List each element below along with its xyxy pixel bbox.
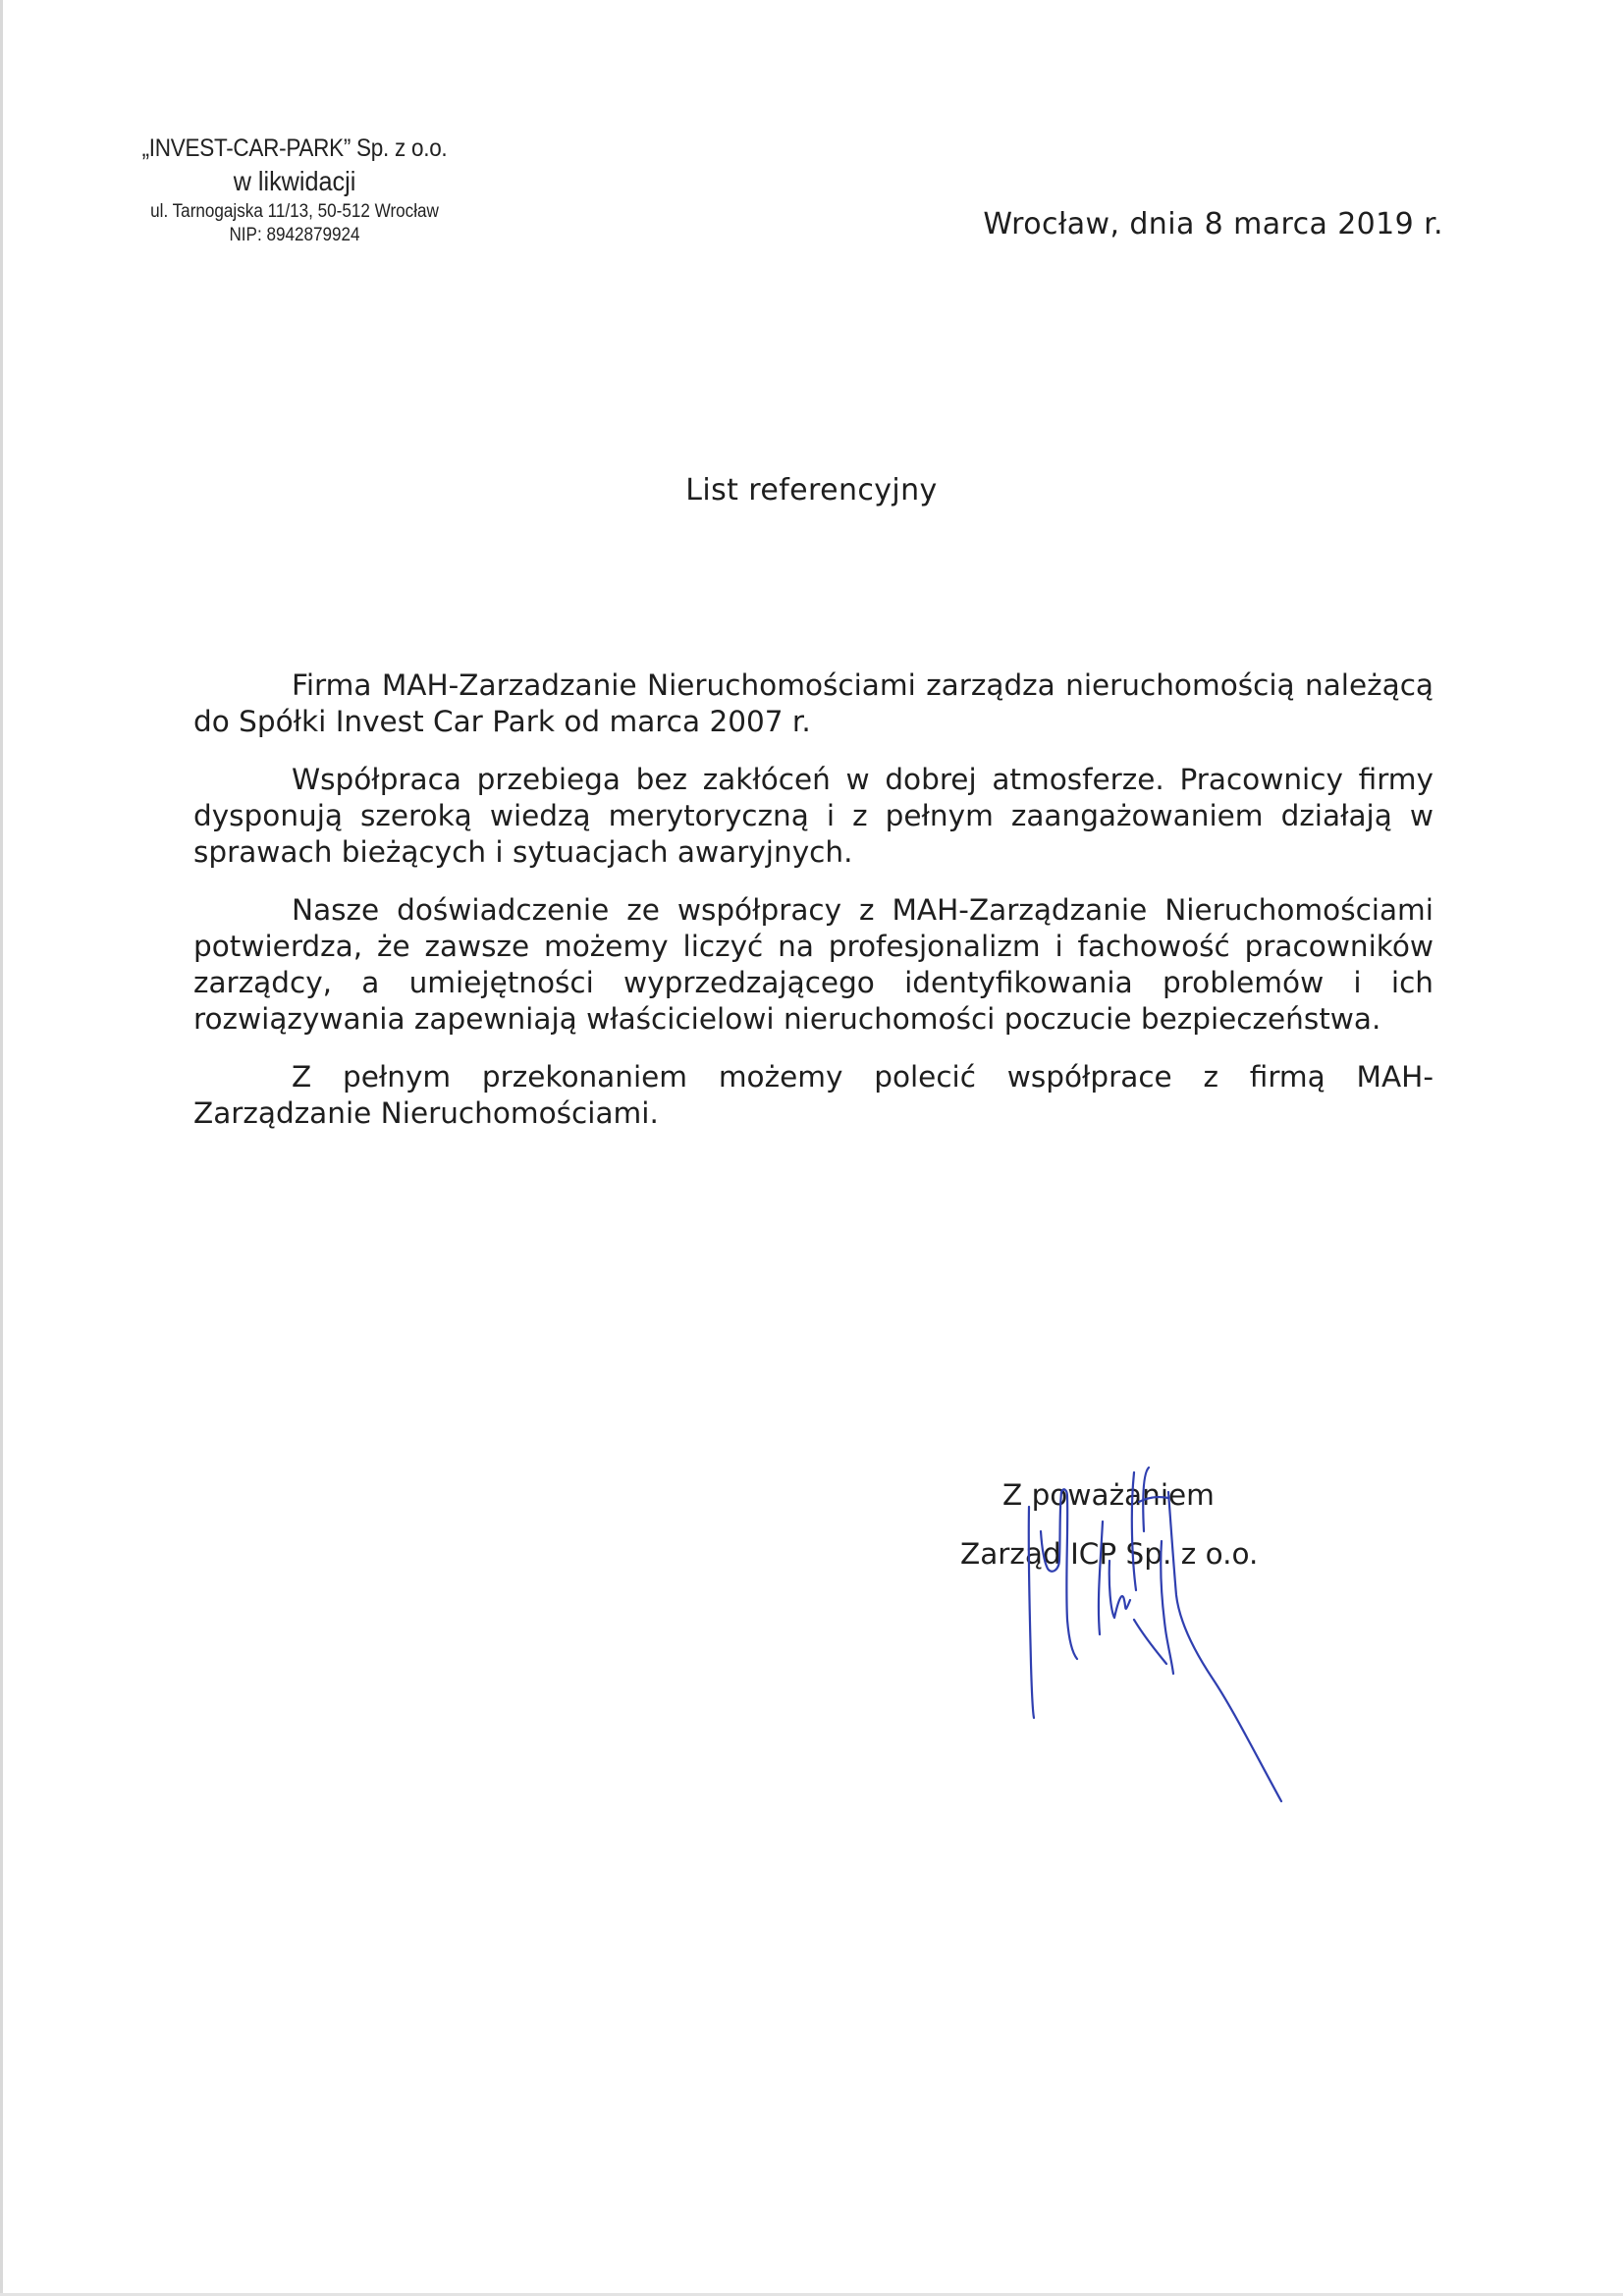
body-paragraph: Nasze doświadczenie ze współpracy z MAH-Zarządzanie Nieruchomościami potwierdza, że zawsze możemy liczyć na profesjonalizm i fachowość pracowników zarządcy, a umiejętności wyprzedzającego identyfikowania problemów i ich rozwiązywania zapewniają właścicielowi nieruchomości poczucie bezpieczeństwa.: [193, 893, 1434, 1036]
document-title: List referencyjny: [685, 473, 938, 507]
company-name: „INVEST-CAR-PARK” Sp. z o.o.: [141, 134, 448, 162]
company-stamp: [98, 133, 491, 247]
company-nip: NIP: 8942879924: [229, 225, 360, 245]
closing-signatory: Zarząd ICP Sp. z o.o.: [960, 1537, 1259, 1571]
place-and-date: Wrocław, dnia 8 marca 2019 r.: [983, 207, 1443, 241]
handwritten-signature: [987, 1453, 1311, 1826]
body-paragraph: Z pełnym przekonaniem możemy polecić współprace z firmą MAH-Zarządzanie Nieruchomościami.: [193, 1060, 1434, 1130]
closing-greeting: Z poważaniem: [1002, 1478, 1215, 1512]
company-address: ul. Tarnogajska 11/13, 50-512 Wrocław: [150, 201, 439, 223]
company-status: w likwidacji: [233, 166, 356, 197]
letter-body: [193, 667, 1434, 1132]
body-paragraph: Współpraca przebiega bez zakłóceń w dobrej atmosferze. Pracownicy firmy dysponują szeroką wiedzą merytoryczną i z pełnym zaangażowaniem działają w sprawach bieżących i sytuacjach awaryjnych.: [193, 763, 1434, 869]
body-paragraph: Firma MAH-Zarzadzanie Nieruchomościami zarządza nieruchomością należącą do Spółki Invest Car Park od marca 2007 r.: [193, 668, 1434, 738]
